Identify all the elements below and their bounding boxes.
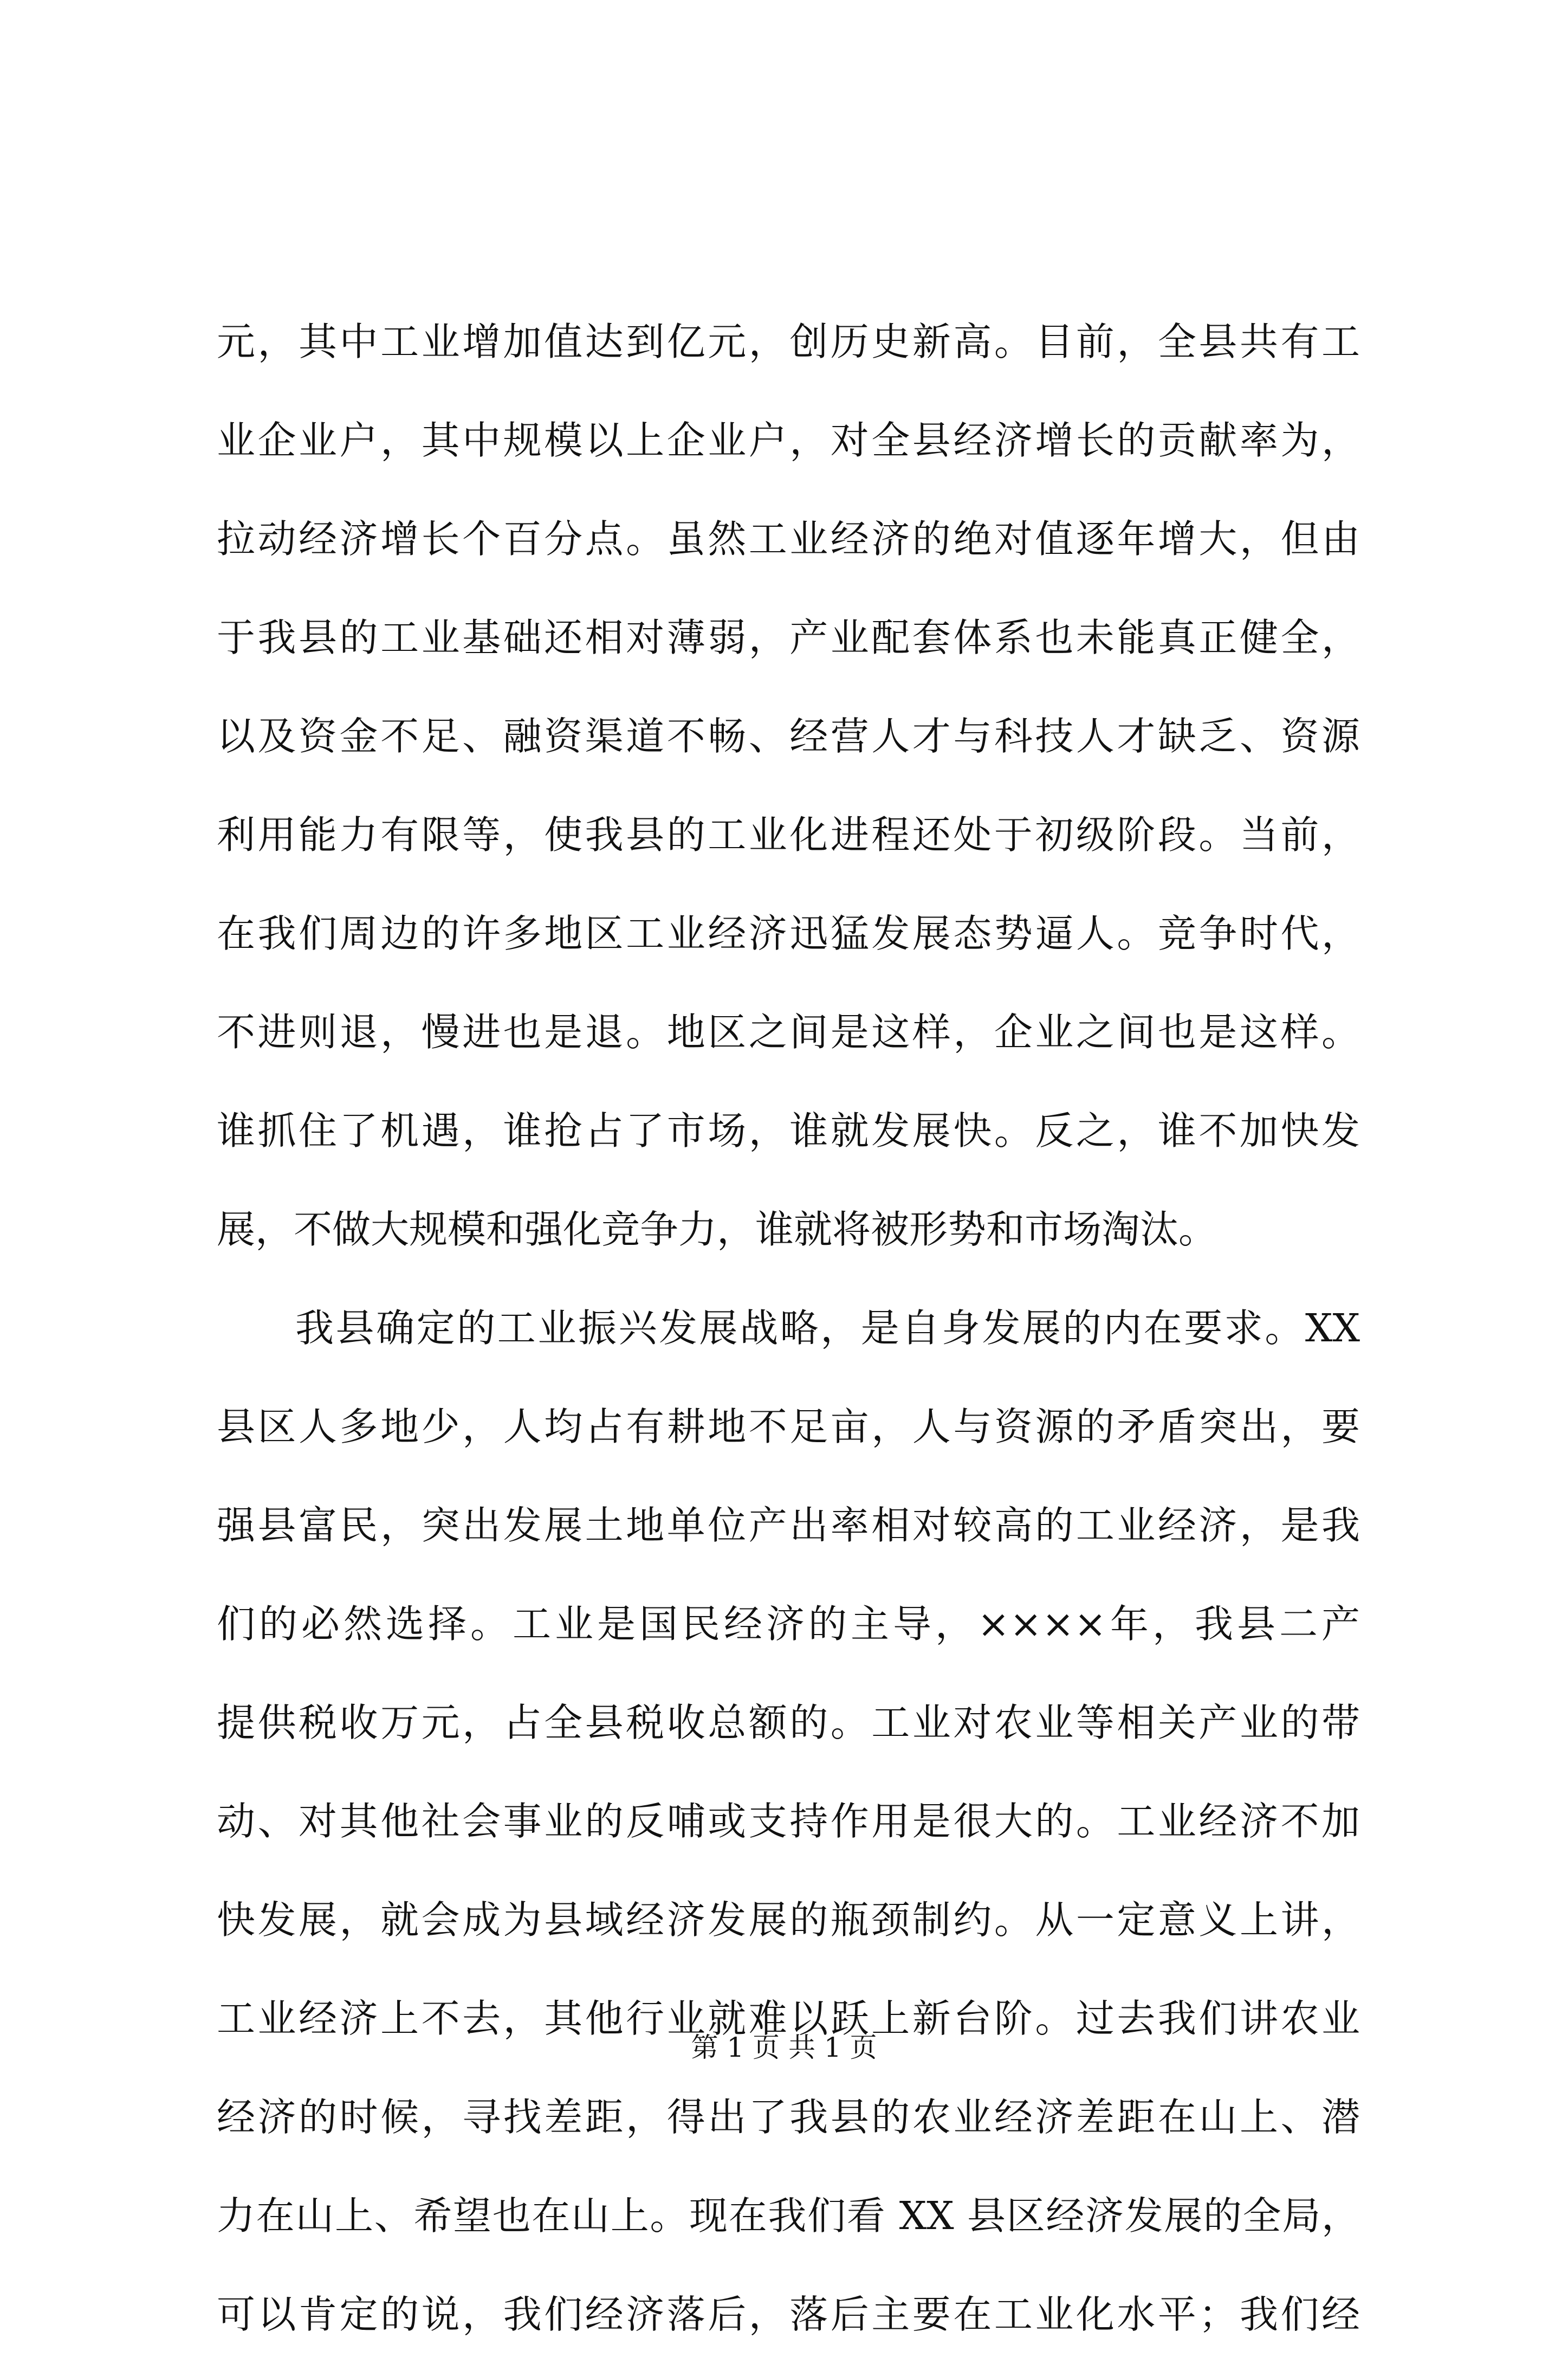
text-line: 元，其中工业增加值达到亿元，创历史新高。目前，全县共有工 — [217, 319, 1360, 364]
paragraph-2 — [217, 1279, 1360, 2364]
text-line: 力在山上、希望也在山上。现在我们看 XX 县区经济发展的全局， — [217, 2193, 1360, 2238]
text-line: 拉动经济增长个百分点。虽然工业经济的绝对值逐年增大，但由 — [217, 516, 1360, 561]
text-line: 县区人多地少，人均占有耕地不足亩，人与资源的矛盾突出，要 — [217, 1404, 1360, 1449]
text-line: 利用能力有限等，使我县的工业化进程还处于初级阶段。当前， — [217, 812, 1360, 857]
page-number-label: 第 1 页 共 1 页 — [691, 2032, 877, 2063]
text-line: 不进则退，慢进也是退。地区之间是这样，企业之间也是这样。 — [217, 1010, 1360, 1055]
text-line: 经济的时候，寻找差距，得出了我县的农业经济差距在山上、潜 — [217, 2095, 1360, 2140]
page-footer — [0, 2031, 1568, 2064]
text-line: 谁抓住了机遇，谁抢占了市场，谁就发展快。反之，谁不加快发 — [217, 1108, 1360, 1153]
text-line: 在我们周边的许多地区工业经济迅猛发展态势逼人。竞争时代， — [217, 911, 1360, 956]
text-line: 快发展，就会成为县域经济发展的瓶颈制约。从一定意义上讲， — [217, 1897, 1360, 1942]
text-line: 强县富民，突出发展土地单位产出率相对较高的工业经济，是我 — [217, 1503, 1360, 1548]
text-line: 于我县的工业基础还相对薄弱，产业配套体系也未能真正健全， — [217, 615, 1360, 660]
text-line: 可以肯定的说，我们经济落后，落后主要在工业化水平；我们经 — [217, 2292, 1360, 2337]
text-line: 工业经济上不去，其他行业就难以跃上新台阶。过去我们讲农业 — [217, 1996, 1360, 2041]
text-line: 业企业户，其中规模以上企业户，对全县经济增长的贡献率为， — [217, 418, 1360, 463]
text-line: 以及资金不足、融资渠道不畅、经营人才与科技人才缺乏、资源 — [217, 714, 1360, 759]
text-line: 提供税收万元，占全县税收总额的。工业对农业等相关产业的带 — [217, 1700, 1360, 1745]
text-line: 动、对其他社会事业的反哺或支持作用是很大的。工业经济不加 — [217, 1799, 1360, 1844]
paragraph-1 — [217, 293, 1360, 1279]
text-line: 展，不做大规模和强化竞争力，谁就将被形势和市场淘汰。 — [217, 1207, 1217, 1252]
text-line: 们的必然选择。工业是国民经济的主导，××××年，我县二产 — [217, 1601, 1360, 1646]
text-line: 我县确定的工业振兴发展战略，是自身发展的内在要求。XX — [295, 1306, 1360, 1351]
